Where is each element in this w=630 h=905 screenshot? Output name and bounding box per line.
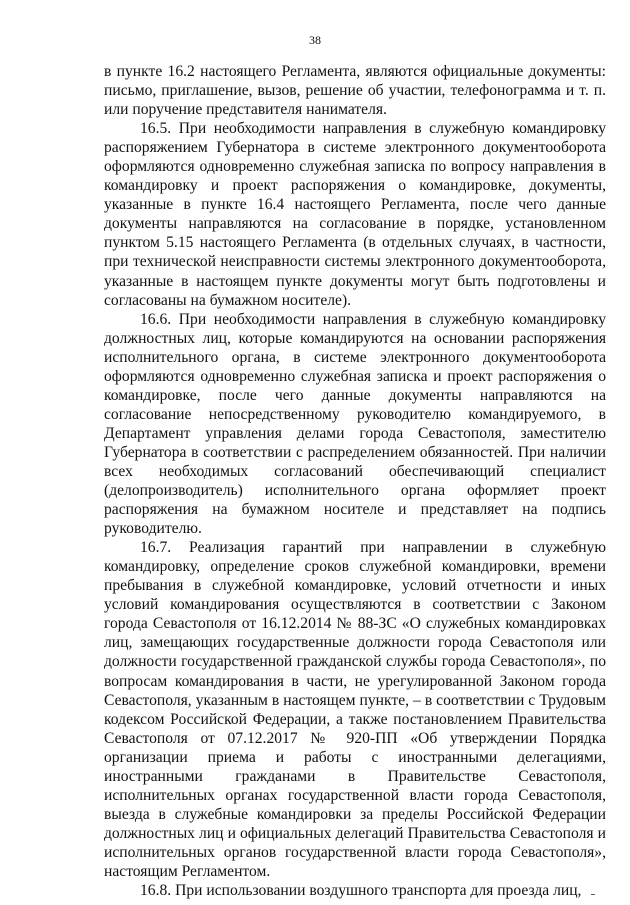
paragraph-16-8: 16.8. При использовании воздушного транспорта для проезда лиц, [140,882,582,900]
scan-speck [591,894,595,895]
paragraph-16-6: 16.6. При необходимости направления в служебную командировку должностных лиц, которые командируются на основании распоряжения исполнительного органа, в системе электронного документооборота оформляются одновременно служебная записка и проект распоряжения о командировке, после чего данные документы направляются на согласование непосредственному руководителю командируемого, в Департамент управления делами города Севастополя, заместителю Губернатора в соответствии с распределением обязанностей. При наличии всех необходимых согласований обеспечивающий специалист (делопроизводитель) исполнительного органа оформляет проект распоряжения на бумажном носителе и представляет на подпись руководителю. [104,310,606,538]
page-number: 38 [309,33,321,47]
page-body [104,62,606,900]
paragraph-16-7: 16.7. Реализация гарантий при направлении в служебную командировку, определение сроков служебной командировки, времени пребывания в служебной командировке, условий отчетности и иных условий командирования осуществляются в соответствии с Законом города Севастополя от 16.12.2014 № 88-ЗС «О служебных командировках лиц, замещающих государственные должности города Севастополя или должности государственной гражданской службы города Севастополя», по вопросам командирования в части, не урегулированной Законом города Севастополя, указанным в настоящем пункте, – в соответствии с Трудовым кодексом Российской Федерации, а также постановлением Правительства Севастополя от 07.12.2017 № 920-ПП «Об утверждении Порядка организации приема и работы с иностранными делегациями, иностранными гражданами в Правительстве Севастополя, исполнительных органах государственной власти города Севастополя, выезда в служебные командировки за пределы Российской Федерации должностных лиц и официальных делегаций Правительства Севастополя и исполнительных органов государственной власти города Севастополя», настоящим Регламентом. [104,539,606,880]
paragraph-continuation: в пункте 16.2 настоящего Регламента, являются официальные документы: письмо, приглашение, вызов, решение об участии, телефонограмма и т. п. или поручение представителя нанимателя. [104,63,606,119]
paragraph-16-5: 16.5. При необходимости направления в служебную командировку распоряжением Губернатора в системе электронного документооборота оформляются одновременно служебная записка по вопросу направления в командировку и проект распоряжения о командировке, документы, указанные в пункте 16.4 настоящего Регламента, после чего данные документы направляются на согласование в порядке, установленном пунктом 5.15 настоящего Регламента (в отдельных случаях, в частности, при технической неисправности системы электронного документооборота, указанные в настоящем пункте документы могут быть подготовлены и согласованы на бумажном носителе). [104,120,606,309]
